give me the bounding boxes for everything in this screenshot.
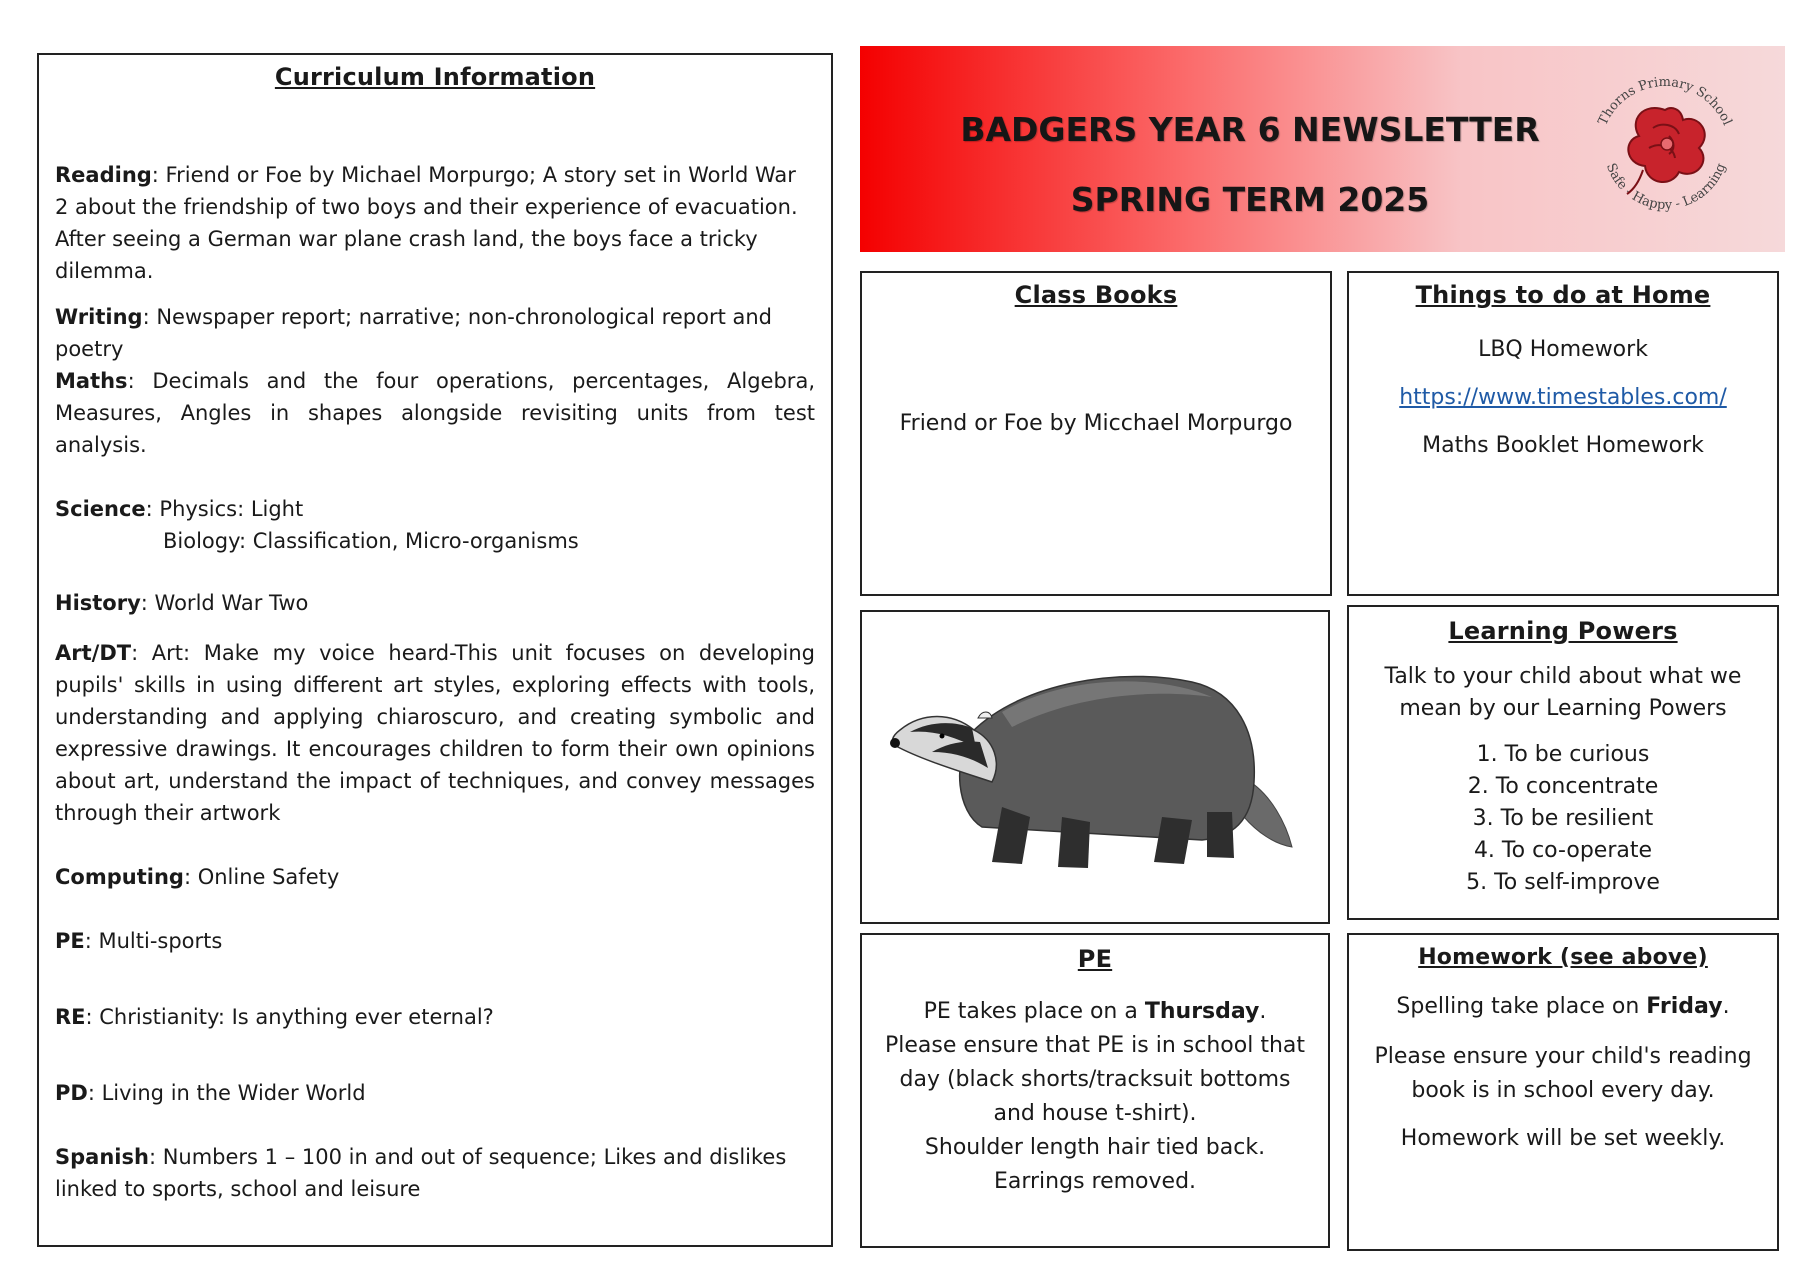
learning-powers-intro: Talk to your child about what we mean by our Learning Powers (1384, 664, 1742, 721)
learning-power-item: 4. To co-operate (1473, 838, 1653, 863)
art-section (55, 637, 815, 829)
pe-label: PE (55, 929, 85, 953)
spanish-text: : Numbers 1 – 100 in and out of sequence; Likes and dislikes linked to sports, school and leisure (55, 1145, 787, 1201)
history-label: History (55, 591, 141, 615)
learning-powers-list (1349, 739, 1777, 899)
maths-text: : Decimals and the four operations, percentages, Algebra, Measures, Angles in shapes alongside revisiting units from test analysis. (55, 369, 815, 457)
science-label: Science (55, 497, 146, 521)
curriculum-heading: Curriculum Information (274, 63, 596, 91)
reading-label: Reading (55, 163, 152, 187)
pd-label: PD (55, 1081, 88, 1105)
science-line2: Biology: Classification, Micro-organisms (163, 529, 579, 553)
pe-hair-text: Shoulder length hair tied back. (924, 1135, 1266, 1160)
homework-panel (1347, 933, 1779, 1251)
school-logo (1583, 62, 1748, 227)
computing-text: : Online Safety (183, 865, 340, 889)
spelling-line (1349, 992, 1777, 1022)
pe-text: : Multi-sports (84, 929, 223, 953)
class-books-heading: Class Books (1014, 281, 1178, 309)
writing-text: : Newspaper report; narrative; non-chronological report and poetry (55, 305, 773, 361)
pe-day-pre: PE takes place on a (923, 999, 1145, 1024)
pe-day: Thursday (1144, 999, 1260, 1024)
learning-power-item: 3. To be resilient (1472, 806, 1654, 831)
things-to-do-heading: Things to do at Home (1415, 281, 1711, 309)
lbq-homework-item: LBQ Homework (1478, 337, 1648, 362)
spanish-label: Spanish (55, 1145, 149, 1169)
class-books-panel (860, 271, 1332, 596)
learning-power-item: 2. To concentrate (1467, 774, 1659, 799)
spelling-pre: Spelling take place on (1396, 994, 1647, 1019)
pe-heading: PE (1077, 945, 1113, 973)
badger-illustration (862, 612, 1328, 922)
rose-icon (1627, 108, 1705, 194)
art-label: Art/DT (55, 641, 132, 665)
term-title: SPRING TERM 2025 (1070, 180, 1430, 219)
learning-powers-panel (1347, 605, 1779, 920)
things-to-do-panel (1347, 271, 1779, 596)
newsletter-title: BADGERS YEAR 6 NEWSLETTER (960, 110, 1540, 149)
pe-section (55, 925, 815, 957)
re-text: : Christianity: Is anything ever eternal? (85, 1005, 494, 1029)
pe-earrings-text: Earrings removed. (993, 1169, 1197, 1194)
badger-image-panel (860, 610, 1330, 924)
homework-weekly-text: Homework will be set weekly. (1400, 1126, 1726, 1151)
curriculum-panel (37, 53, 833, 1247)
pd-section (55, 1077, 815, 1109)
homework-heading: Homework (see above) (1418, 945, 1708, 970)
learning-power-item: 1. To be curious (1476, 742, 1650, 767)
learning-power-item: 5. To self-improve (1466, 870, 1660, 895)
pe-day-post: . (1259, 999, 1267, 1024)
pe-day-line (862, 995, 1328, 1029)
pd-text: : Living in the Wider World (87, 1081, 366, 1105)
spelling-post: . (1722, 994, 1730, 1019)
history-section (55, 587, 815, 619)
reading-section (55, 159, 815, 287)
science-section (55, 493, 815, 525)
re-label: RE (55, 1005, 86, 1029)
reading-text: : Friend or Foe by Michael Morpurgo; A story set in World War 2 about the friendship of two boys and their experience of evacuation. After seeing a German war plane crash land, the boys face a tricky dilemma. (55, 163, 798, 283)
history-text: : World War Two (140, 591, 309, 615)
art-text: : Art: Make my voice heard-This unit focuses on developing pupils' skills in using different art styles, exploring effects with tools, understanding and applying chiaroscuro, and creating symbolic and expressive drawings. It encourages children to form their own opinions about art, understand the impact of techniques, and convey messages through their artwork (55, 641, 815, 825)
reading-book-text: Please ensure your child's reading book is in school every day. (1374, 1044, 1752, 1103)
class-book-title: Friend or Foe by Micchael Morpurgo (899, 411, 1293, 436)
writing-label: Writing (55, 305, 143, 329)
writing-section (55, 301, 815, 365)
logo-bottom-text: Safe - Happy - Learning (1602, 161, 1730, 214)
logo-top-text: Thorns Primary School (1595, 74, 1735, 128)
pe-panel (860, 933, 1330, 1248)
spanish-section (55, 1141, 815, 1205)
timestables-link[interactable]: https://www.timestables.com/ (1399, 385, 1727, 410)
computing-section (55, 861, 815, 893)
science-line1: : Physics: Light (145, 497, 304, 521)
maths-booklet-item: Maths Booklet Homework (1422, 433, 1704, 458)
pe-kit-text: Please ensure that PE is in school that day (black shorts/tracksuit bottoms and house t-shirt). (884, 1033, 1305, 1126)
spelling-day: Friday (1646, 994, 1723, 1019)
learning-powers-heading: Learning Powers (1448, 617, 1678, 645)
maths-section (55, 365, 815, 461)
re-section (55, 1001, 815, 1033)
computing-label: Computing (55, 865, 184, 889)
maths-label: Maths (55, 369, 128, 393)
